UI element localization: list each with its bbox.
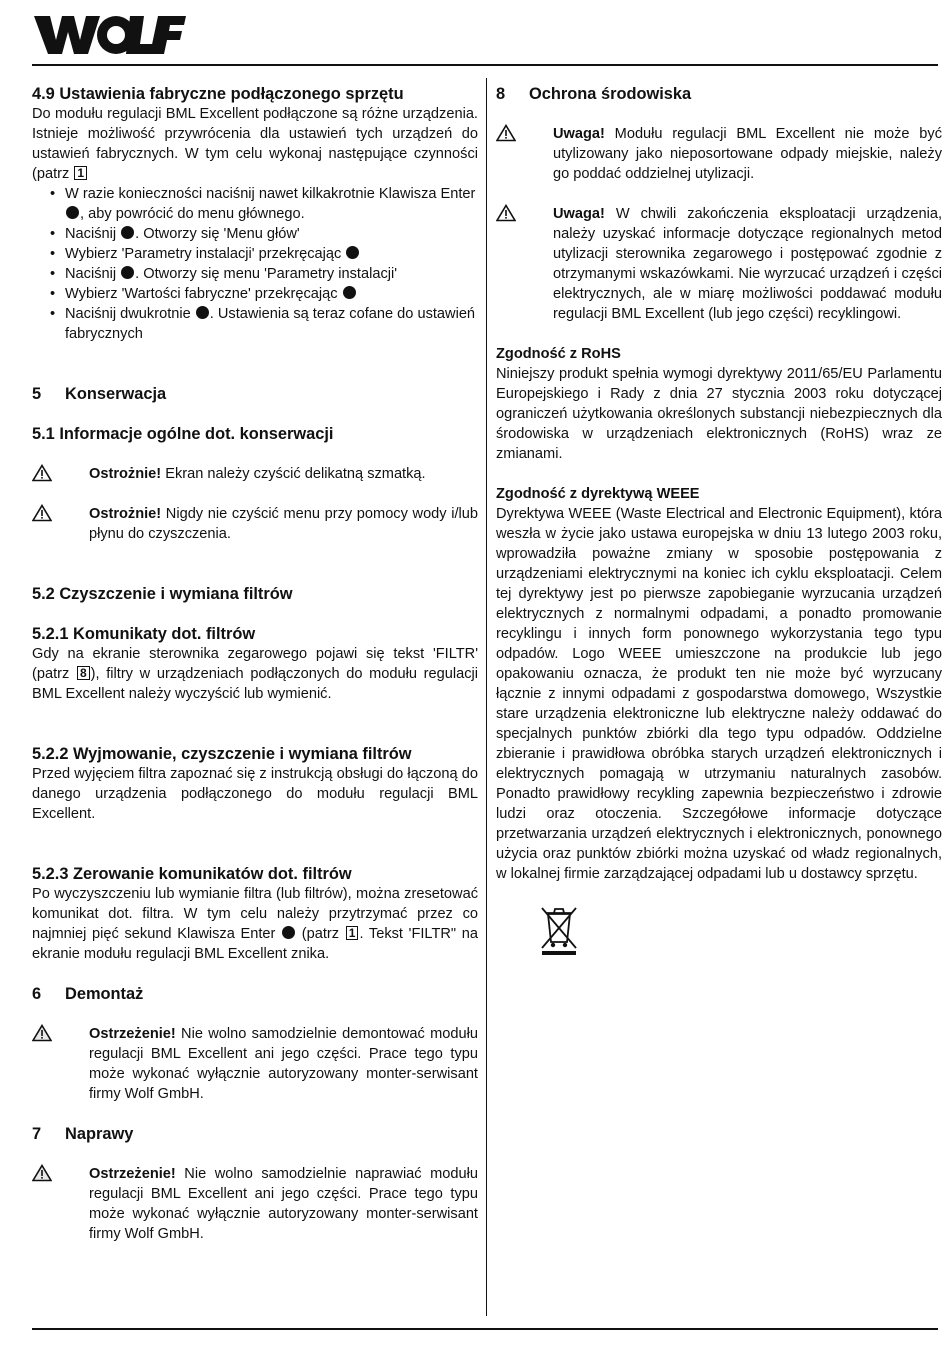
section-5-2-2-heading: 5.2.2 Wyjmowanie, czyszczenie i wymiana filtrów [32,745,412,763]
figure-ref: 1 [346,926,359,940]
weee-heading: Zgodność z dyrektywą WEEE [496,486,700,502]
enter-key-dot-icon [343,286,356,299]
section-4-9-steps [32,184,478,344]
warning-triangle-icon [32,464,52,482]
warning-triangle-icon [32,1024,52,1042]
list-item: • W razie konieczności naciśnij nawet kilkakrotnie Klawisza Enter , aby powrócić do menu głównego. [50,184,478,224]
section-5-2-1-heading: 5.2.1 Komunikaty dot. filtrów [32,625,256,643]
wolf-logo [32,14,188,56]
footer-rule [32,1328,938,1330]
warning-triangle-icon [32,504,52,522]
section-7-heading: 7 Naprawy [32,1125,134,1143]
warning-triangle-icon [496,124,516,142]
warning-block: Uwaga! W chwili zakończenia eksploatacji urządzenia, należy uzyskać informacje dotyczące regionalnych metod utylizacji sterownika zegarowego i postępować zgodnie z otrzymanymi wskazówkami. Nie wyrzucać urządzeń i części elektrycznych, ale w miarę możliwości poddawać modułu regulacji BML Excellent (lub jego części) recyklingowi. [496,204,942,324]
right-column [496,84,942,962]
list-item: • Naciśnij . Otworzy się 'Menu głów' [50,224,478,244]
weee-text: Dyrektywa WEEE (Waste Electrical and Electronic Equipment), która weszła w życie jako ustawa europejska w dniu 13 lutego 2003 roku, wprowadziła poważne zmiany w sposobie postępowania z urządzeniami elektrycznymi na koniec ich cyklu eksploatacji. Celem tej dyrektywy jest po pierwsze zapobieganie wyrzucania urządzeń elektrycznych z normalnymi odpadami, a ponadto promowanie recyklingu i innych form ponownego wykorzystania tego typu odpadów. Logo WEEE umieszczone na produkcie lub jego opakowaniu oznacza, że produkt ten nie może być wyrzucany łącznie z innymi odpadami z gospodarstwa domowego, Wszystkie stare urządzenia elektroniczne lub elektryczne należy oddawać do specjalnych punktów zbiórki dla tego typu odpadów. Oddzielne zbieranie i prawidłowa obróbka starych urządzeń elektronicznych i elektrycznych pomagają w utrzymaniu naturalnych zasobów. Ponadto prawidłowy recykling zapewnia bezpieczeństwo i zdrowie ludzi oraz otoczenia. Szczegółowe informacje dotyczące przetwarzania urządzeń elektrycznych i elektronicznych, ponownego użycia oraz punktów zbiórki można uzyskać od władz regionalnych, w lokalnej firmie zarządzającej odpadami lub u dostawcy sprzętu. [496,506,942,882]
section-8-heading: 8 Ochrona środowiska [496,85,692,103]
warning-block: Uwaga! Modułu regulacji BML Excellent nie może być utylizowany jako nieposortowane odpady miejskie, należy go poddać oddzielnej utylizacji. [496,124,942,184]
warning-triangle-icon [32,1164,52,1182]
warning-block: Ostrzeżenie! Nie wolno samodzielnie demontować modułu regulacji BML Excellent ani jego części. Prace tego typu może wykonać wyłącznie autoryzowany monter-serwisant firmy Wolf GmbH. [32,1024,478,1104]
section-6-heading: 6 Demontaż [32,985,144,1003]
enter-key-dot-icon [66,206,79,219]
header-rule [32,64,938,66]
section-5-1-heading: 5.1 Informacje ogólne dot. konserwacji [32,425,334,443]
section-5-2-heading: 5.2 Czyszczenie i wymiana filtrów [32,585,293,603]
column-divider [486,78,487,1316]
warning-block: Ostrzeżenie! Nie wolno samodzielnie naprawiać modułu regulacji BML Excellent ani jego części. Prace tego typu może wykonać wyłącznie autoryzowany monter-serwisant firmy Wolf GmbH. [32,1164,478,1244]
list-item: • Naciśnij . Otworzy się menu 'Parametry instalacji' [50,264,478,284]
list-item: • Wybierz 'Wartości fabryczne' przekręcając [50,284,478,304]
warning-block: Ostrożnie! Ekran należy czyścić delikatną szmatką. [32,464,478,484]
section-5-2-3-text: Po wyczyszczeniu lub wymianie filtra (lub filtrów), można zresetować komunikat dot. filtra. W tym celu należy przytrzymać przez co najmniej pięć sekund Klawisza Enter (patrz 1 . Tekst 'FILTR" na ekranie modułu regulacji BML Excellent znika. [32,886,479,962]
crossed-bin-icon [538,904,580,956]
warning-block: Ostrożnie! Nigdy nie czyścić menu przy pomocy wody i/lub płynu do czyszczenia. [32,504,478,544]
warning-triangle-icon [496,204,516,222]
enter-key-dot-icon [346,246,359,259]
section-4-9-intro: Do modułu regulacji BML Excellent podłączone są różne urządzenia. Istnieje możliwość przywrócenia dla ustawień tych urządzeń do ustawień fabrycznych. W tym celu wykonaj następujące czynności (patrz 1 [32,106,478,182]
enter-key-dot-icon [121,226,134,239]
section-5-2-3-heading: 5.2.3 Zerowanie komunikatów dot. filtrów [32,865,352,883]
enter-key-dot-icon [282,926,295,939]
figure-ref: 8 [77,666,90,680]
enter-key-dot-icon [121,266,134,279]
enter-key-dot-icon [196,306,209,319]
list-item: • Wybierz 'Parametry instalacji' przekręcając [50,244,478,264]
list-item: • Naciśnij dwukrotnie . Ustawienia są teraz cofane do ustawień fabrycznych [50,304,478,344]
figure-ref: 1 [74,166,87,180]
section-5-2-1-text: Gdy na ekranie sterownika zegarowego pojawi się tekst 'FILTR' (patrz 8 ), filtry w urządzeniach podłączonych do modułu regulacji BML Excellent należy wyczyścić lub wymienić. [32,646,478,702]
section-4-9-heading: 4.9 Ustawienia fabryczne podłączonego sprzętu [32,85,404,103]
rohs-text: Niniejszy produkt spełnia wymogi dyrektywy 2011/65/EU Parlamentu Europejskiego i Rady z dnia 27 stycznia 2003 roku dotyczącej ograniczeń użytkowania określonych substancji niebezpiecznych dla środowiska w urządzeniach elektronicznych (RoHS) wraz ze zmianami. [496,366,942,462]
section-5-heading: 5 Konserwacja [32,385,167,403]
rohs-heading: Zgodność z RoHS [496,346,621,362]
left-column [32,84,478,1244]
section-5-2-2-text: Przed wyjęciem filtra zapoznać się z instrukcją obsługi do łączoną do danego urządzenia podłączonego do modułu regulacji BML Excellent. [32,766,478,822]
